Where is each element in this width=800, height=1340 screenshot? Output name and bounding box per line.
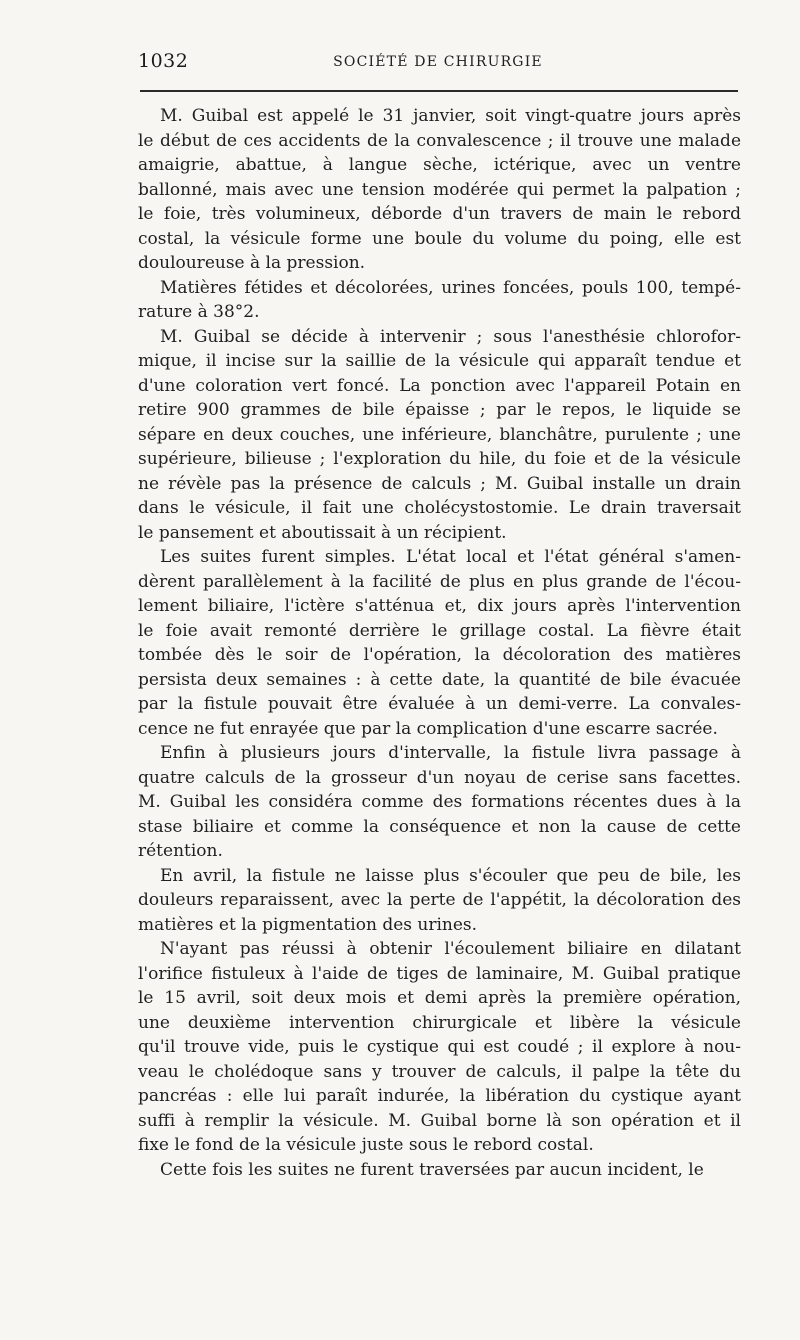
text-line: ballonné, mais avec une tension modérée qui permet la palpation ;	[138, 179, 741, 200]
text-line: rature à 38°2.	[138, 302, 260, 322]
paragraph	[138, 937, 741, 1158]
running-title: SOCIÉTÉ DE CHIRURGIE	[333, 54, 543, 70]
text-line: lement biliaire, l'ictère s'atténua et, dix jours après l'intervention	[138, 596, 741, 616]
text-line: qu'il trouve vide, puis le cystique qui est coudé ; il explore à nou-	[138, 1037, 741, 1057]
text-line: le 15 avril, soit deux mois et demi après la première opération,	[138, 988, 741, 1008]
text-line: fixe le fond de la vésicule juste sous le rebord costal.	[138, 1135, 594, 1155]
text-line: M. Guibal se décide à intervenir ; sous l'anesthésie chlorofor-	[160, 326, 741, 347]
text-line: M. Guibal est appelé le 31 janvier, soit vingt-quatre jours après	[160, 106, 741, 126]
paragraph	[138, 104, 741, 276]
text-line: M. Guibal les considéra comme des formations récentes dues à la	[138, 792, 741, 812]
text-line: douleurs reparaissent, avec la perte de l'appétit, la décoloration des	[138, 890, 741, 910]
page-number: 1032	[138, 50, 189, 72]
text-line: rétention.	[138, 841, 223, 861]
text-line: En avril, la fistule ne laisse plus s'écouler que peu de bile, les	[160, 865, 741, 886]
text-line: Enfin à plusieurs jours d'intervalle, la fistule livra passage à	[160, 743, 741, 763]
text-line: veau le cholédoque sans y trouver de calculs, il palpe la tête du	[138, 1061, 741, 1082]
text-line: tombée dès le soir de l'opération, la décoloration des matières	[138, 645, 741, 665]
text-line: matières et la pigmentation des urines.	[138, 914, 478, 935]
text-line: supérieure, bilieuse ; l'exploration du hile, du foie et de la vésicule	[138, 449, 741, 469]
paragraph	[138, 741, 741, 864]
text-line: Matières fétides et décolorées, urines foncées, pouls 100, tempé-	[160, 277, 741, 298]
page-header	[138, 50, 738, 78]
text-line: sépare en deux couches, une inférieure, blanchâtre, purulente ; une	[138, 424, 741, 445]
text-line: stase biliaire et comme la conséquence et non la cause de cette	[138, 816, 741, 837]
text-line: le foie avait remonté derrière le grillage costal. La fièvre était	[138, 620, 741, 641]
text-line: par la fistule pouvait être évaluée à un demi-verre. La convales-	[138, 694, 741, 714]
paragraph	[138, 276, 741, 325]
paragraph	[138, 864, 741, 938]
text-line: l'orifice fistuleux à l'aide de tiges de laminaire, M. Guibal pratique	[138, 963, 741, 984]
text-line: persista deux semaines : à cette date, la quantité de bile évacuée	[138, 669, 741, 690]
text-line: d'une coloration vert foncé. La ponction avec l'appareil Potain en	[138, 375, 741, 396]
text-line: le pansement et aboutissait à un récipient.	[138, 522, 507, 543]
text-line: costal, la vésicule forme une boule du volume du poing, elle est	[138, 228, 741, 249]
text-line: retire 900 grammes de bile épaisse ; par le repos, le liquide se	[138, 400, 741, 420]
text-line: douloureuse à la pression.	[138, 253, 366, 273]
paragraph	[138, 545, 741, 741]
text-line: pancréas : elle lui paraît indurée, la libération du cystique ayant	[138, 1086, 741, 1106]
text-line: quatre calculs de la grosseur d'un noyau de cerise sans facettes.	[138, 767, 741, 788]
text-line: dans le vésicule, il fait une cholécystostomie. Le drain traversait	[138, 498, 741, 518]
text-line: Les suites furent simples. L'état local et l'état général s'amen-	[160, 547, 741, 567]
text-line: ne révèle pas la présence de calculs ; M. Guibal installe un drain	[138, 473, 741, 494]
text-line: amaigrie, abattue, à langue sèche, ictérique, avec un ventre	[138, 155, 741, 175]
text-line: une deuxième intervention chirurgicale et libère la vésicule	[138, 1012, 741, 1033]
paragraph	[138, 325, 741, 546]
text-line: le début de ces accidents de la convalescence ; il trouve une malade	[138, 130, 741, 151]
paragraph	[138, 1158, 741, 1183]
text-line: cence ne fut enrayée que par la complication d'une escarre sacrée.	[138, 718, 718, 739]
body-text	[138, 104, 741, 1182]
text-line: suffi à remplir la vésicule. M. Guibal borne là son opération et il	[138, 1110, 741, 1131]
header-rule	[140, 90, 738, 92]
text-line: le foie, très volumineux, déborde d'un travers de main le rebord	[138, 204, 741, 224]
text-line: Cette fois les suites ne furent traversées par aucun incident, le	[160, 1159, 704, 1180]
text-line: mique, il incise sur la saillie de la vésicule qui apparaît tendue et	[138, 351, 741, 371]
text-line: dèrent parallèlement à la facilité de plus en plus grande de l'écou-	[138, 571, 741, 592]
text-line: N'ayant pas réussi à obtenir l'écoulement biliaire en dilatant	[160, 939, 741, 959]
